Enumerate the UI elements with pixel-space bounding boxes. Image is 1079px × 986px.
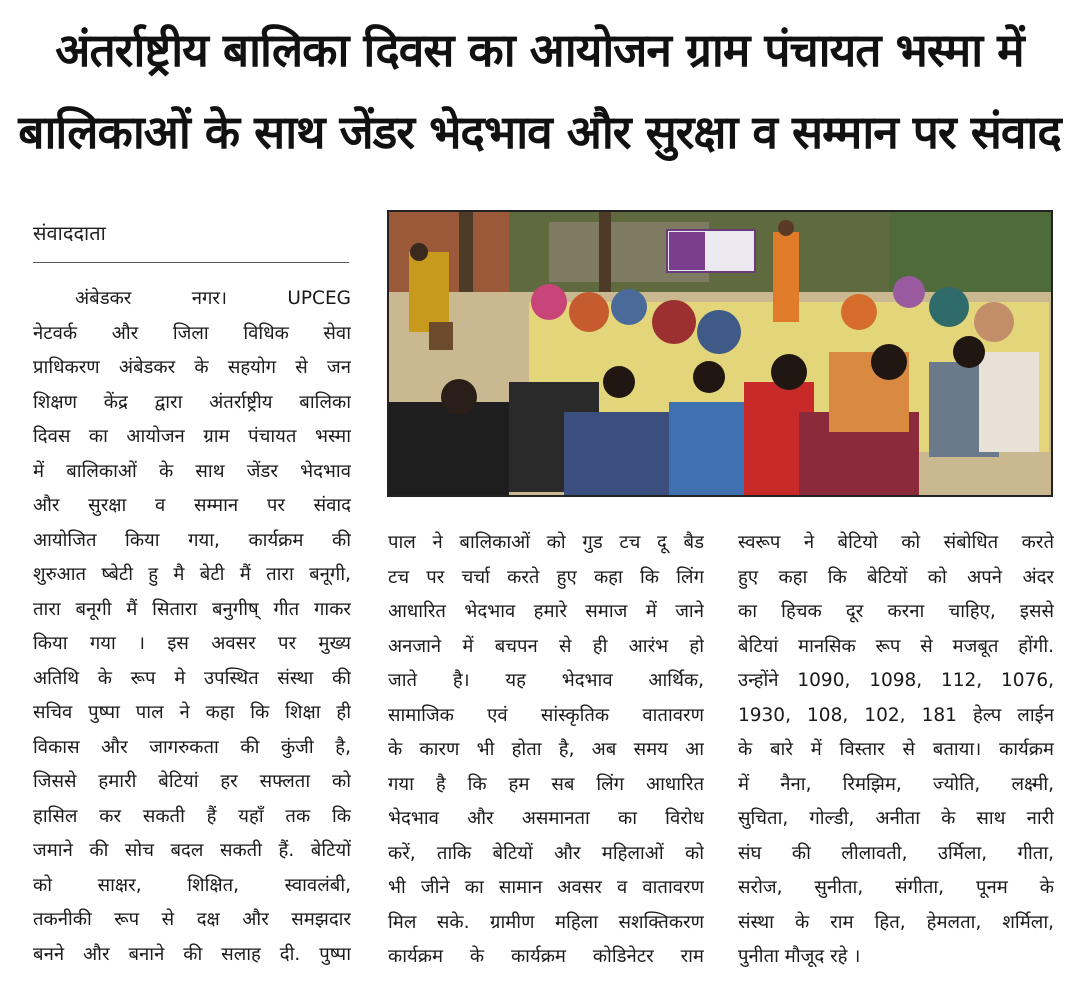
article-line: पाल ने बालिकाओं को गुड टच दू बैड — [388, 532, 704, 553]
article-line: का हिचक दूर करना चाहिए, इससे — [738, 601, 1054, 622]
article-line: अंबेडकर नगर। UPCEG — [75, 288, 351, 309]
article-line: जाते है। यह भेदभाव आर्थिक, — [388, 670, 704, 691]
article-line: के बारे में विस्तार से बताया। कार्यक्रम — [738, 739, 1054, 760]
article-line: और सुरक्षा व सम्मान पर संवाद — [33, 495, 351, 516]
article-line: मिल सके. ग्रामीण महिला सशक्तिकरण — [388, 911, 704, 933]
article-line: के कारण भी होता है, अब समय आ — [388, 739, 704, 760]
headline-line-2: बालिकाओं के साथ जेंडर भेदभाव और सुरक्षा व सम्मान पर संवाद — [18, 105, 1061, 159]
article-line: शिक्षण केंद्र द्वारा अंतर्राष्ट्रीय बालिका — [33, 391, 351, 413]
article-line: अनजाने में बचपन से ही आरंभ हो — [388, 635, 704, 657]
article-line: अतिथि के रूप मे उपस्थित संस्था की — [33, 667, 351, 689]
article-line: गया है कि हम सब लिंग आधारित — [388, 773, 704, 795]
article-line: प्राधिकरण अंबेडकर के सहयोग से जन — [33, 357, 351, 378]
article-column-1 — [33, 282, 351, 972]
event-photo — [387, 210, 1053, 497]
article-line: कार्यक्रम के कार्यक्रम कोडिनेटर राम — [388, 946, 704, 967]
article-line: नेटवर्क और जिला विधिक सेवा — [33, 322, 351, 344]
article-line: भेदभाव और असमानता का विरोध — [388, 808, 704, 829]
article-line: विकास और जागरुकता की कुंजी है, — [33, 736, 351, 758]
article-line: सरोज, सुनीता, संगीता, पूनम के — [738, 877, 1054, 898]
article-line: 1930, 108, 102, 181 हेल्प लाईन — [738, 704, 1054, 726]
headline-line-1: अंतर्राष्ट्रीय बालिका दिवस का आयोजन ग्राम पंचायत भस्मा में — [55, 23, 1024, 77]
article-line: सचिव पुष्पा पाल ने कहा कि शिक्षा ही — [33, 702, 351, 723]
article-line: आधारित भेदभाव हमारे समाज में जाने — [388, 601, 704, 622]
article-line: जमाने की सोच बदल सकती हैं. बेटियों — [33, 840, 351, 861]
article-line: पुनीता मौजूद रहे । — [738, 946, 861, 967]
article-line: तकनीकी रूप से दक्ष और समझदार — [33, 909, 351, 930]
article-line: करें, ताकि बेटियों और महिलाओं को — [388, 842, 704, 864]
event-photo-illustration — [389, 212, 1051, 495]
article-line: सामाजिक एवं सांस्कृतिक वातावरण — [388, 704, 704, 726]
article-column-3 — [738, 526, 1054, 975]
article-line: जिससे हमारी बेटियां हर सफ्लता को — [33, 771, 351, 792]
article-line: आयोजित किया गया, कार्यक्रम की — [33, 529, 351, 551]
article-line: हासिल कर सकती हैं यहाँ तक कि — [33, 805, 351, 827]
article-line: में नैना, रिमझिम, ज्योति, लक्ष्मी, — [738, 773, 1054, 795]
article-line: दिवस का आयोजन ग्राम पंचायत भस्मा — [33, 426, 351, 447]
article-line: बेटियां मानसिक रूप से मजबूत होंगी. — [738, 635, 1054, 657]
article-line: टच पर चर्चा करते हुए कहा कि लिंग — [388, 566, 704, 588]
article-line: उन्होंने 1090, 1098, 112, 1076, — [738, 670, 1054, 691]
article-line: किया गया । इस अवसर पर मुख्य — [33, 633, 351, 654]
article-line: हुए कहा कि बेटियों को अपने अंदर — [738, 566, 1054, 588]
article-line: में बालिकाओं के साथ जेंडर भेदभाव — [33, 460, 351, 482]
article-line: भी जीने का सामान अवसर व वातावरण — [388, 877, 704, 898]
byline: संवाददाता — [33, 221, 106, 245]
article-line: स्वरूप ने बेटियो को संबोधित करते — [738, 532, 1054, 553]
article-line: सुचिता, गोल्डी, अनीता के साथ नारी — [738, 808, 1054, 829]
article-line: को साक्षर, शिक्षित, स्वावलंबी, — [33, 874, 351, 896]
article-column-2 — [388, 526, 704, 975]
article-line: तारा बनूगी मैं सितारा बनुगीष् गीत गाकर — [33, 598, 351, 620]
article-line: संस्था के राम हित, हेमलता, शर्मिला, — [738, 911, 1054, 933]
article-line: शुरुआत ष्बेटी हु मै बेटी मैं तारा बनूगी, — [33, 564, 351, 585]
byline-divider — [33, 262, 349, 263]
article-line: संघ की लीलावती, उर्मिला, गीता, — [738, 842, 1054, 864]
article-line: बनने और बनाने की सलाह दी. पुष्पा — [33, 943, 351, 965]
